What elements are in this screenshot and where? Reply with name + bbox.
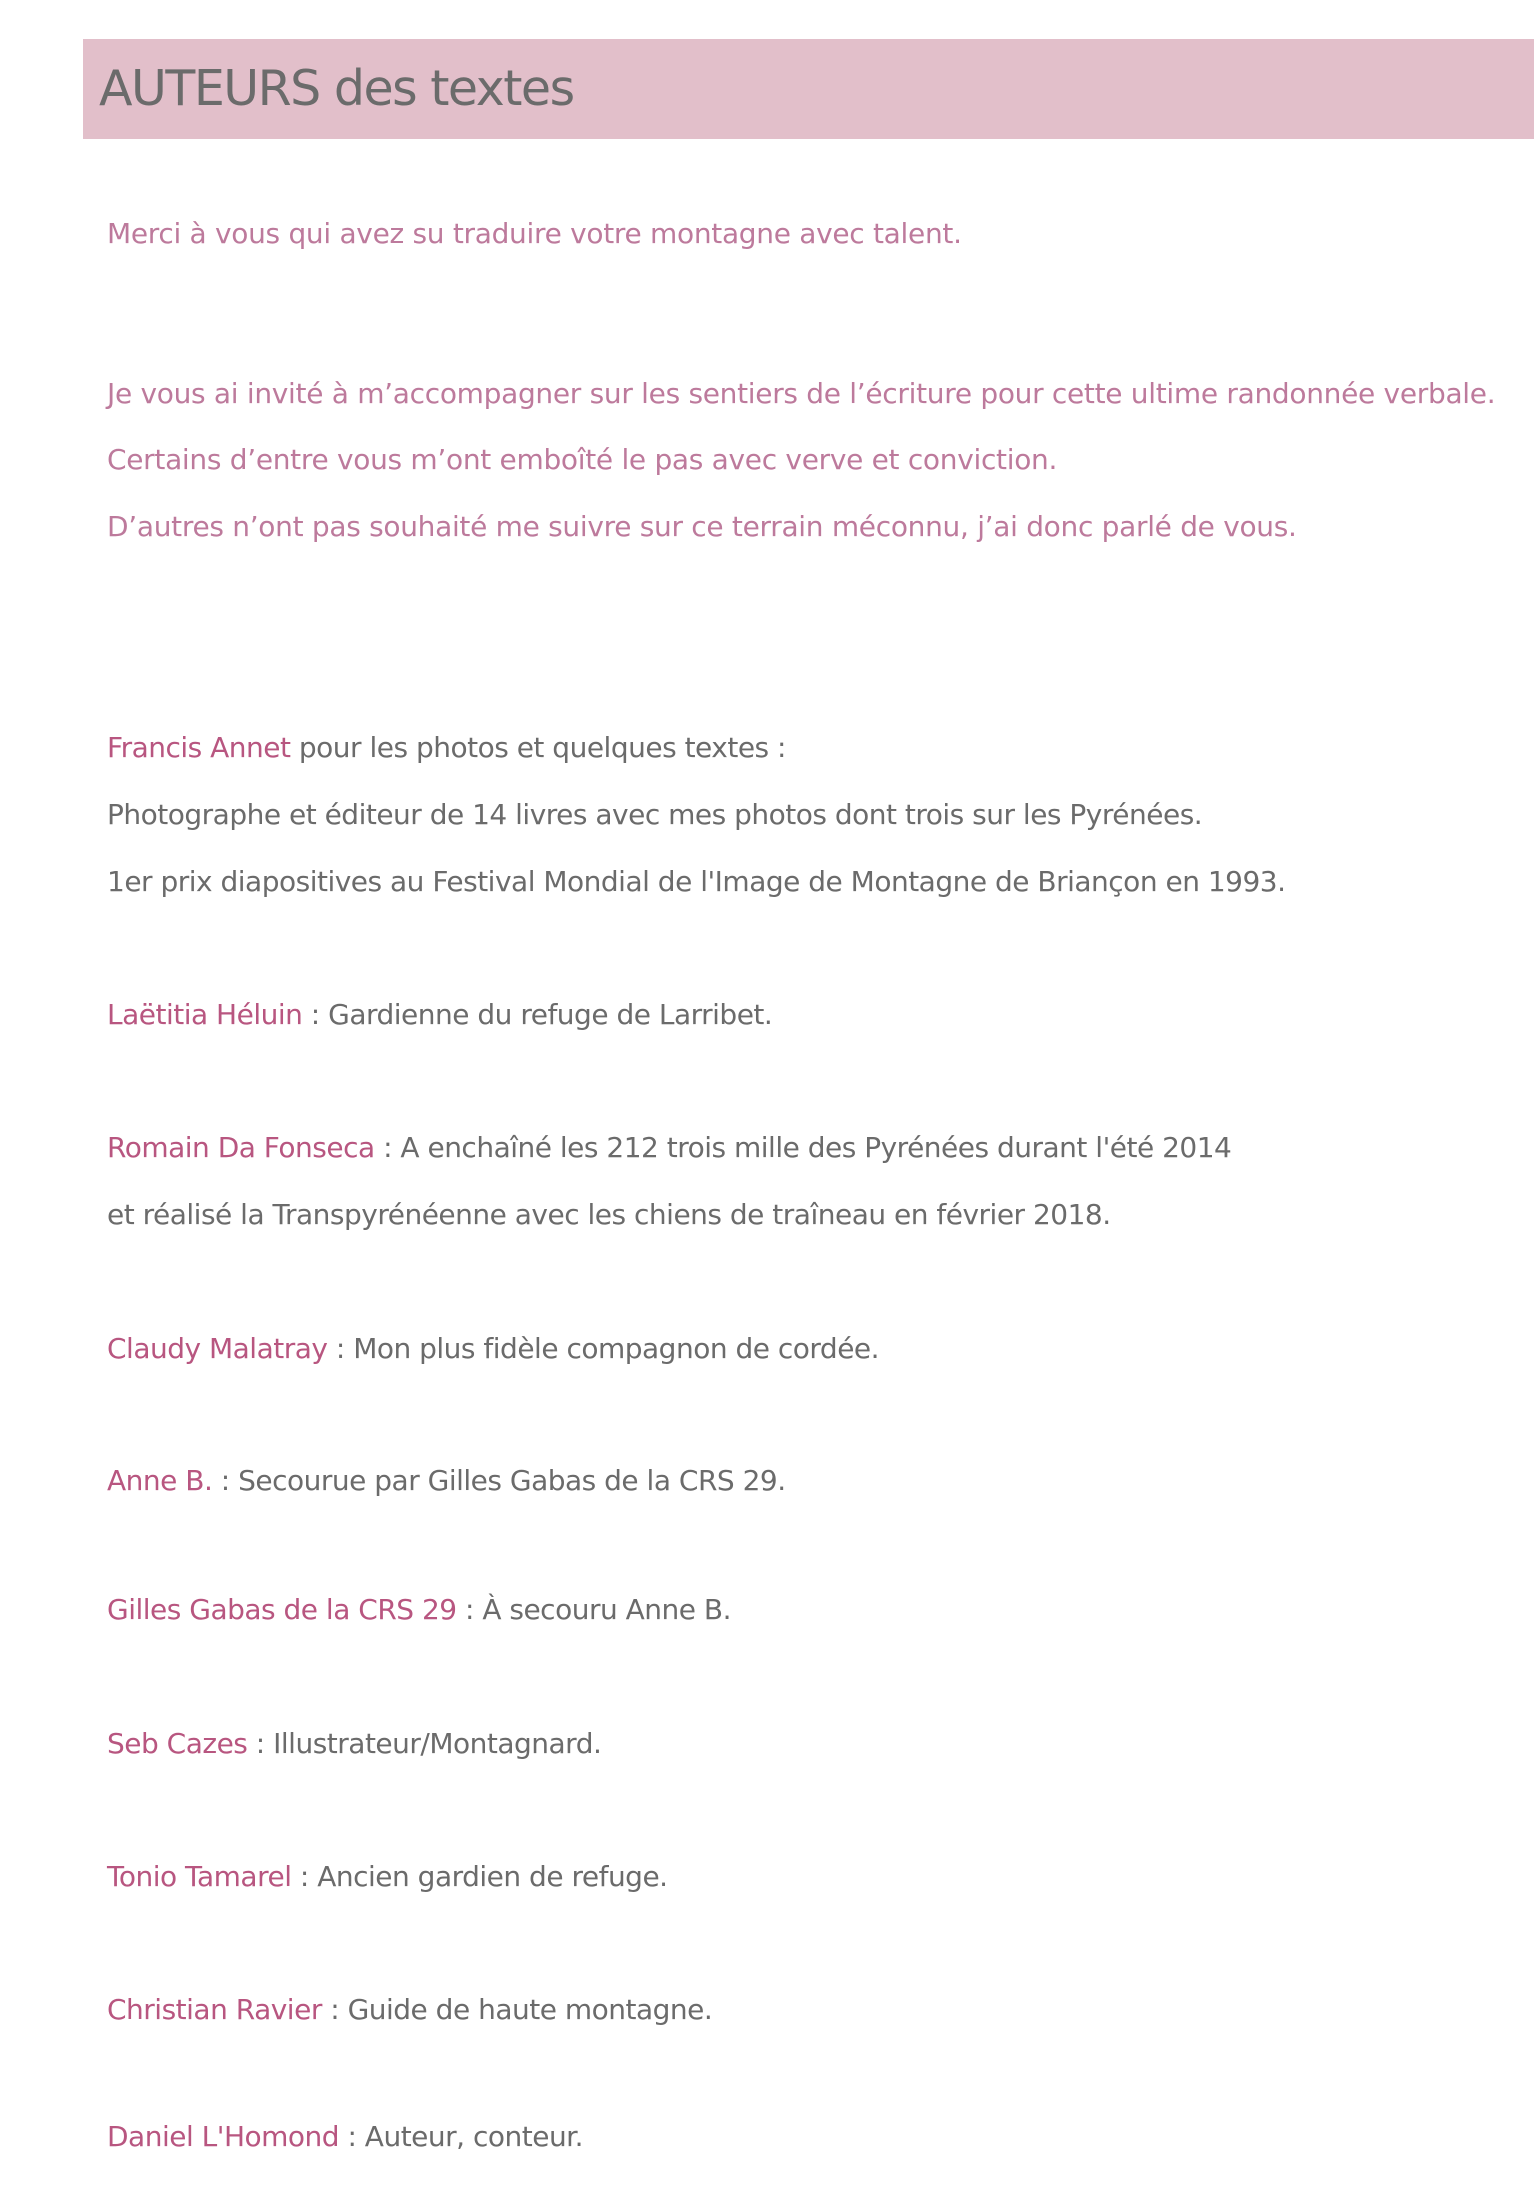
author-entry (107, 1461, 1527, 1501)
author-description: : Gardienne du refuge de Larribet. (302, 998, 773, 1031)
author-description: : Ancien gardien de refuge. (291, 1860, 668, 1893)
author-description: : Illustrateur/Montagnard. (247, 1727, 602, 1760)
author-entry (107, 1990, 1527, 2030)
author-entry (107, 728, 1527, 768)
author-name: Daniel L'Homond (107, 2120, 340, 2153)
author-entry (107, 1724, 1527, 1764)
author-name: Francis Annet (107, 731, 291, 764)
page-title: AUTEURS des textes (99, 60, 574, 117)
author-entry (107, 1128, 1527, 1168)
author-description: : Mon plus fidèle compagnon de cordée. (327, 1332, 880, 1365)
author-name: Seb Cazes (107, 1727, 248, 1760)
author-description: : À secouru Anne B. (456, 1593, 731, 1626)
author-description: : Auteur, conteur. (339, 2120, 584, 2153)
author-name: Romain Da Fonseca (107, 1131, 375, 1164)
author-name: Laëtitia Héluin (107, 998, 303, 1031)
intro-thanks: Merci à vous qui avez su traduire votre montagne avec talent. (107, 217, 962, 250)
author-entry (107, 2117, 1527, 2157)
author-entry (107, 1329, 1527, 1369)
author-description: pour les photos et quelques textes : (290, 731, 786, 764)
author-description: : Guide de haute montagne. (321, 1993, 713, 2026)
intro-line: Certains d’entre vous m’ont emboîté le pas avec verve et conviction. (107, 443, 1058, 476)
author-name: Anne B. (107, 1464, 213, 1497)
author-name: Claudy Malatray (107, 1332, 328, 1365)
author-entry (107, 1590, 1527, 1630)
author-name: Gilles Gabas de la CRS 29 (107, 1593, 457, 1626)
author-name: Christian Ravier (107, 1993, 322, 2026)
author-detail: Photographe et éditeur de 14 livres avec mes photos dont trois sur les Pyrénées. (107, 798, 1203, 831)
author-detail: et réalisé la Transpyrénéenne avec les chiens de traîneau en février 2018. (107, 1198, 1111, 1231)
author-entry (107, 1857, 1527, 1897)
intro-line: D’autres n’ont pas souhaité me suivre sur ce terrain méconnu, j’ai donc parlé de vous. (107, 510, 1297, 543)
page-header (83, 39, 1534, 139)
author-detail: 1er prix diapositives au Festival Mondial de l'Image de Montagne de Briançon en 1993. (107, 865, 1286, 898)
author-description: : A enchaîné les 212 trois mille des Pyrénées durant l'été 2014 (374, 1131, 1232, 1164)
author-entry (107, 995, 1527, 1035)
author-description: : Secourue par Gilles Gabas de la CRS 29. (212, 1464, 786, 1497)
intro-line: Je vous ai invité à m’accompagner sur les sentiers de l’écriture pour cette ultime randonnée verbale. (107, 377, 1496, 410)
author-name: Tonio Tamarel (107, 1860, 292, 1893)
